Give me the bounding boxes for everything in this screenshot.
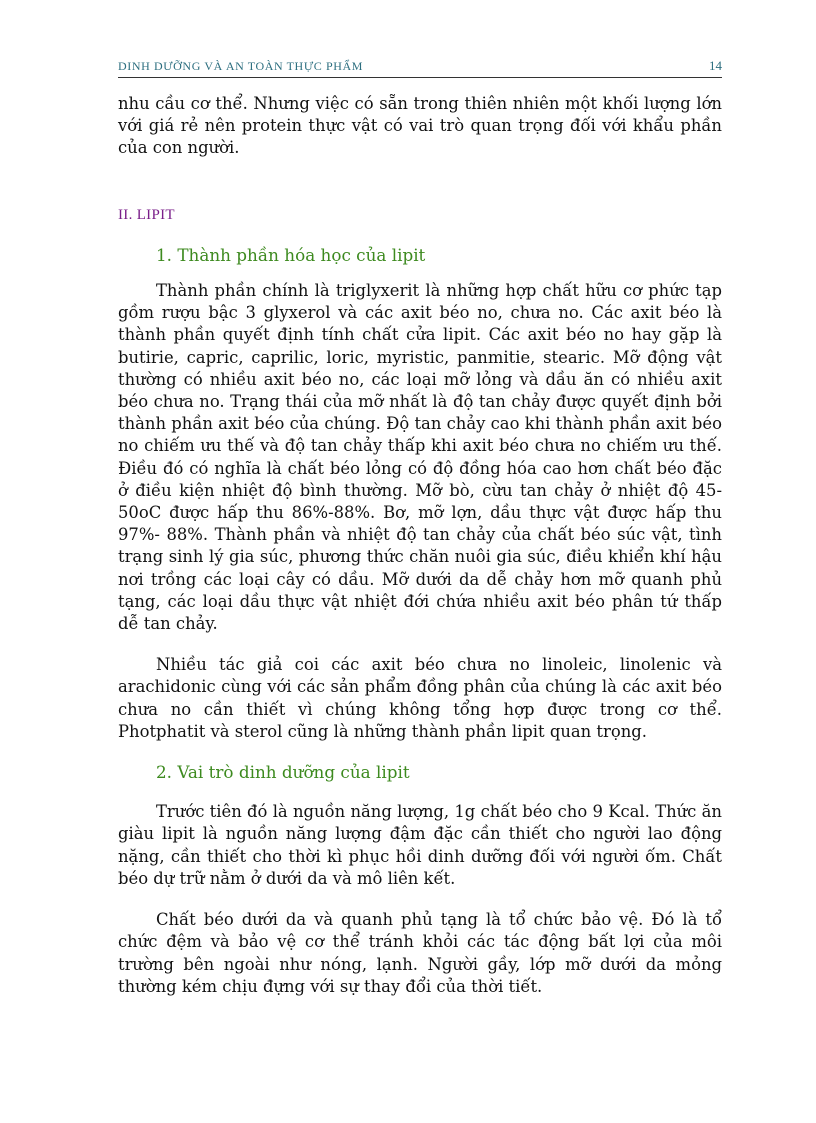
paragraph-composition-1: Thành phần chính là triglyxerit là những hợp chất hữu cơ phức tạp gồm rượu bậc 3 glyxerol và các axit béo no, chưa no. Các axit béo là thành phần quyết định tính chất cửa lipit. Các axit béo no hay gặp là butirie, capric, caprilic, loric, myristic, panmitie, stearic. Mỡ động vật thường có nhiều axit béo no, các loại mỡ lỏng và dầu ăn có nhiều axit béo chưa no. Trạng thái của mỡ nhất là độ tan chảy được quyết định bởi thành phần axit béo của chúng. Độ tan chảy cao khi thành phần axit béo no chiếm ưu thế và độ tan chảy thấp khi axit béo chưa no chiếm ưu thế. Điều đó có nghĩa là chất béo lỏng có độ đồng hóa cao hơn chất béo đặc ở điều kiện nhiệt độ bình thường. Mỡ bò, cừu tan chảy ở nhiệt độ 45-50oC được hấp thu 86%-88%. Bơ, mỡ lợn, dầu thực vật được hấp thu 97%- 88%. Thành phần và nhiệt độ tan chảy của chất béo súc vật, tình trạng sinh lý gia súc, phương thức chăn nuôi gia súc, điều khiển khí hậu nơi trồng các loại cây có dầu. Mỡ dưới da dễ chảy hơn mỡ quanh phủ tạng, các loại dầu thực vật nhiệt đới chứa nhiều axit béo phân tứ thấp dễ tan chảy. [118, 281, 722, 634]
header-title: DINH DƯỠNG VÀ AN TOÀN THỰC PHẨM [118, 59, 364, 73]
page-number: 14 [709, 58, 722, 73]
paragraph-composition-2: Nhiều tác giả coi các axit béo chưa no linoleic, linolenic và arachidonic cùng với các sản phẩm đồng phân của chúng là các axit béo chưa no cần thiết vì chúng không tổng hợp được trong cơ thể. Photphatit và sterol cũng là những thành phần lipit quan trọng. [118, 655, 722, 741]
paragraph-nutrition-2: Chất béo dưới da và quanh phủ tạng là tổ chức bảo vệ. Đó là tổ chức đệm và bảo vệ cơ thể tránh khỏi các tác động bất lợi của môi trường bên ngoài như nóng, lạnh. Người gầy, lớp mỡ dưới da mỏng thường kém chịu đựng với sự thay đổi của thời tiết. [118, 910, 722, 996]
document-body [118, 93, 722, 998]
page-header [118, 57, 722, 78]
sub-heading-composition: 1. Thành phần hóa học của lipit [156, 244, 426, 265]
intro-paragraph: nhu cầu cơ thể. Nhưng việc có sẵn trong thiên nhiên một khối lượng lớn với giá rẻ nên protein thực vật có vai trò quan trọng đối với khẩu phần của con người. [118, 94, 722, 158]
sub-heading-nutrition-role: 2. Vai trò dinh dưỡng của lipit [156, 762, 410, 783]
paragraph-nutrition-1: Trước tiên đó là nguồn năng lượng, 1g chất béo cho 9 Kcal. Thức ăn giàu lipit là nguồn năng lượng đậm đặc cần thiết cho người lao động nặng, cần thiết cho thời kì phục hồi dinh dưỡng đối với người ốm. Chất béo dự trữ nằm ở dưới da và mô liên kết. [118, 802, 722, 888]
section-title: II. LIPIT [118, 206, 175, 223]
